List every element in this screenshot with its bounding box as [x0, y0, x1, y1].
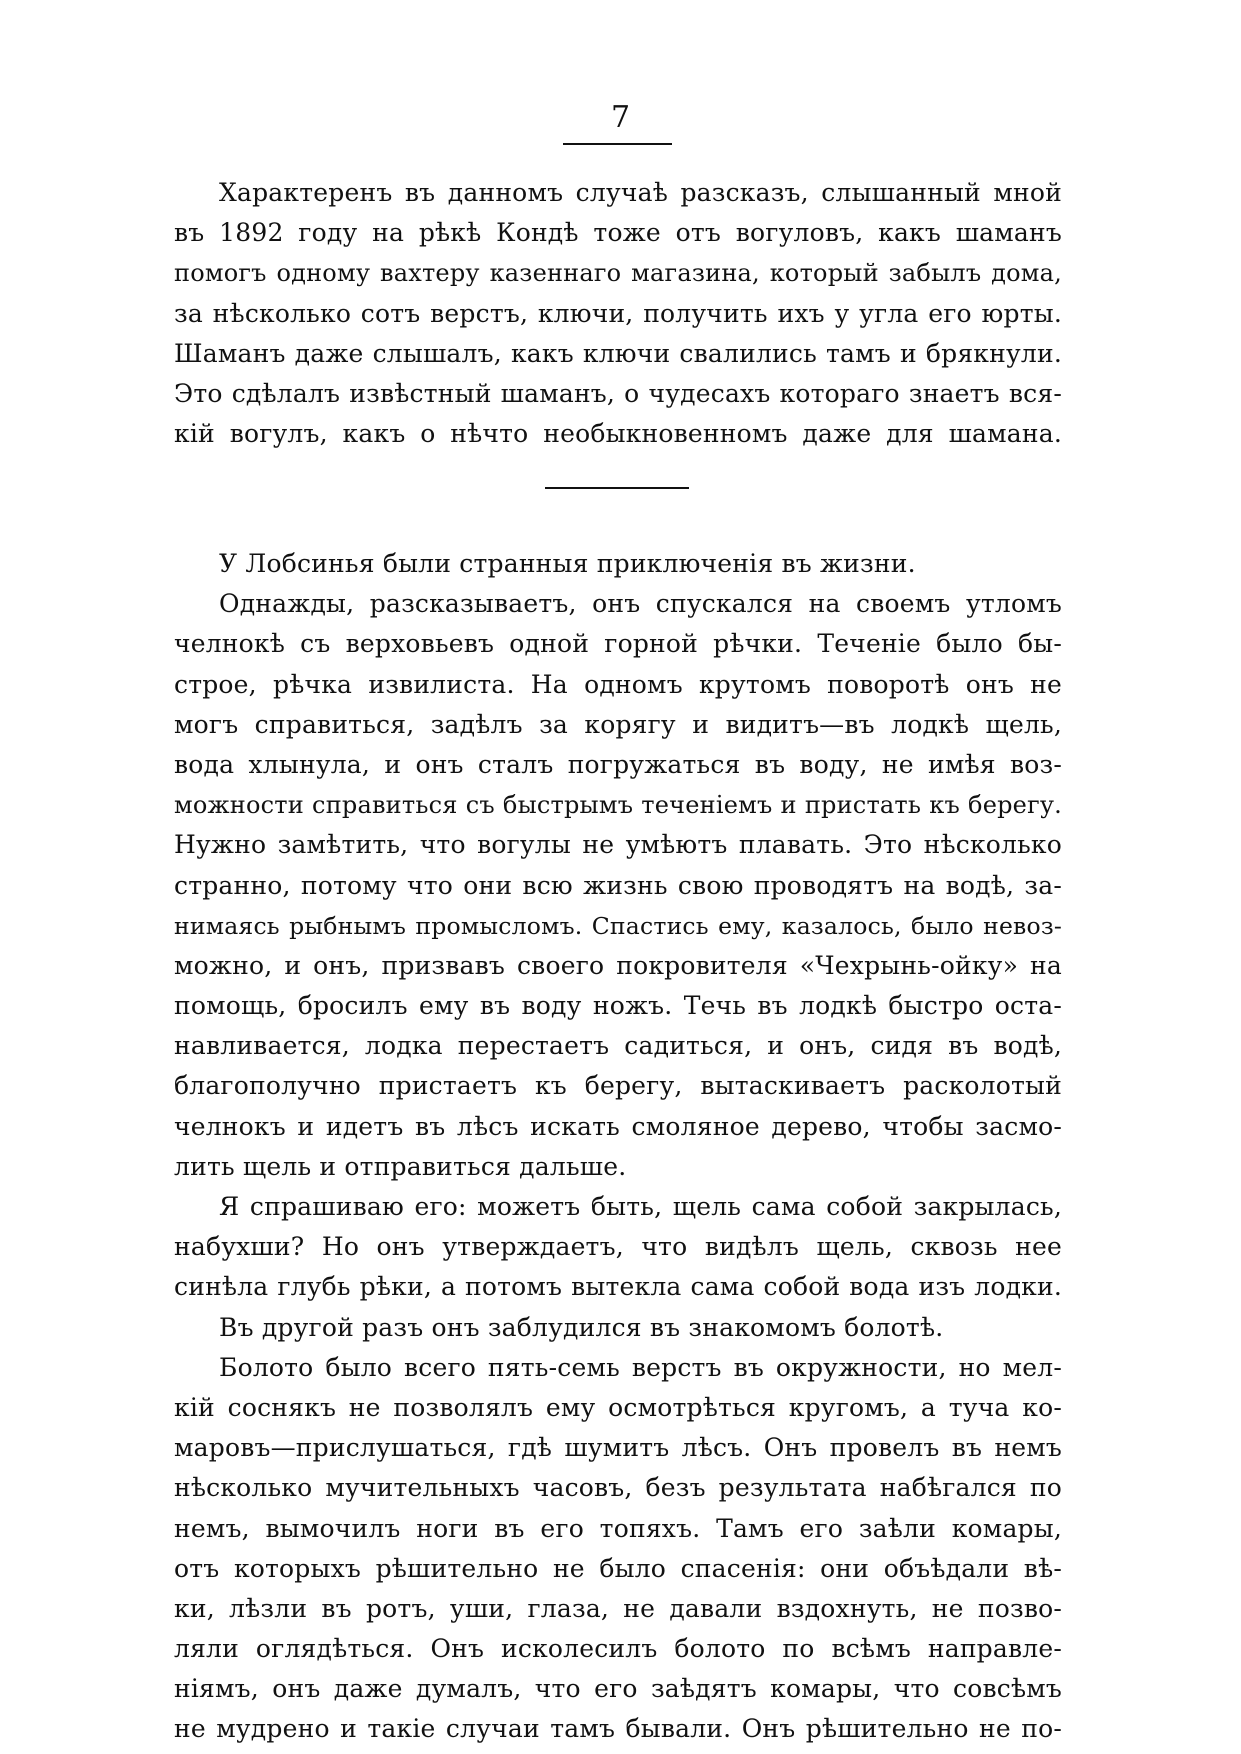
text-line: строе, рѣчка извилиста. На одномъ крутомъ поворотѣ онъ не — [174, 669, 1062, 699]
text-line: Въ другой разъ онъ заблудился въ знакомомъ болотѣ. — [219, 1312, 944, 1342]
page-number: 7 — [610, 100, 631, 135]
text-line: Болото было всего пять-семь верстъ въ окружности, но мел- — [219, 1352, 1062, 1382]
text-line: маровъ—прислушаться, гдѣ шумитъ лѣсъ. Онъ провелъ въ немъ — [174, 1433, 1062, 1463]
text-line: кій вогулъ, какъ о нѣчто необыкновенномъ даже для шамана. — [174, 419, 1062, 449]
text-line: отъ которыхъ рѣшительно не было спасенія: они объѣдали вѣ- — [174, 1553, 1062, 1583]
text-line: лить щель и отправиться дальше. — [174, 1151, 627, 1181]
page-number-rule — [563, 143, 672, 145]
text-line: Характеренъ въ данномъ случаѣ разсказъ, слышанный мной — [219, 178, 1062, 207]
text-line: благополучно пристаетъ къ берегу, вытаскиваетъ расколотый — [174, 1071, 1062, 1101]
text-block-lobsinya-adventures — [174, 544, 1062, 1750]
text-line: нимаясь рыбнымъ промысломъ. Спастись ему, казалось, было невоз- — [174, 911, 1062, 940]
text-line: могъ справиться, задѣлъ за корягу и видитъ—въ лодкѣ щель, — [174, 709, 1062, 739]
text-line: ки, лѣзли въ ротъ, уши, глаза, не давали вздохнуть, не позво- — [174, 1593, 1062, 1623]
text-line: помогъ одному вахтеру казеннаго магазина, который забылъ дома, — [174, 259, 1062, 288]
text-line: немъ, вымочилъ ноги въ его топяхъ. Тамъ его заѣли комары, — [174, 1513, 1062, 1543]
text-line: набухши? Но онъ утверждаетъ, что видѣлъ щель, сквозь нее — [174, 1232, 1062, 1262]
text-line: ляли оглядѣться. Онъ исколесилъ болото по всѣмъ направле- — [174, 1634, 1062, 1664]
text-line: ніямъ, онъ даже думалъ, что его заѣдятъ комары, что совсѣмъ — [174, 1674, 1062, 1704]
text-line: кій соснякъ не позволялъ ему осмотрѣться кругомъ, а туча ко- — [174, 1392, 1062, 1422]
text-line: нѣсколько мучительныхъ часовъ, безъ результата набѣгался по — [174, 1473, 1062, 1503]
text-line: можно, и онъ, призвавъ своего покровителя «Чехрынь-ойку» на — [174, 950, 1062, 980]
text-line: можности справиться съ быстрымъ теченіемъ и пристать къ берегу. — [174, 791, 1062, 820]
text-line: челнокъ и идетъ въ лѣсъ искать смоляное дерево, чтобы засмо- — [174, 1111, 1062, 1141]
text-line: челнокѣ съ верховьевъ одной горной рѣчки. Теченіе было бы- — [174, 629, 1062, 659]
text-line: У Лобсинья были странныя приключенія въ жизни. — [219, 549, 916, 578]
text-line: не мудрено и такіе случаи тамъ бывали. Онъ рѣшительно не по- — [174, 1714, 1062, 1744]
text-line: Шаманъ даже слышалъ, какъ ключи свалились тамъ и брякнули. — [174, 338, 1062, 368]
text-line: Однажды, разсказываетъ, онъ спускался на своемъ утломъ — [219, 589, 1062, 619]
text-line: въ 1892 году на рѣкѣ Кондѣ тоже отъ вогуловъ, какъ шаманъ — [174, 218, 1062, 248]
text-line: Нужно замѣтить, что вогулы не умѣютъ плавать. Это нѣсколько — [174, 830, 1062, 860]
text-line: вода хлынула, и онъ сталъ погружаться въ воду, не имѣя воз- — [174, 749, 1062, 779]
text-line: синѣла глубь рѣки, а потомъ вытекла сама собой вода изъ лодки. — [174, 1272, 1062, 1302]
section-divider — [545, 487, 689, 489]
text-line: навливается, лодка перестаетъ садиться, и онъ, сидя въ водѣ, — [174, 1031, 1062, 1061]
text-line: Я спрашиваю его: можетъ быть, щель сама собой закрылась, — [219, 1192, 1062, 1221]
text-line: Это сдѣлалъ извѣстный шаманъ, о чудесахъ котораго знаетъ вся- — [174, 378, 1062, 408]
text-line: помощь, бросилъ ему въ воду ножъ. Течь въ лодкѣ быстро оста- — [174, 991, 1062, 1021]
text-line: странно, потому что они всю жизнь свою проводятъ на водѣ, за- — [174, 870, 1062, 900]
text-line: за нѣсколько сотъ верстъ, ключи, получить ихъ у угла его юрты. — [174, 298, 1062, 328]
text-block-shaman-story — [174, 173, 1062, 454]
